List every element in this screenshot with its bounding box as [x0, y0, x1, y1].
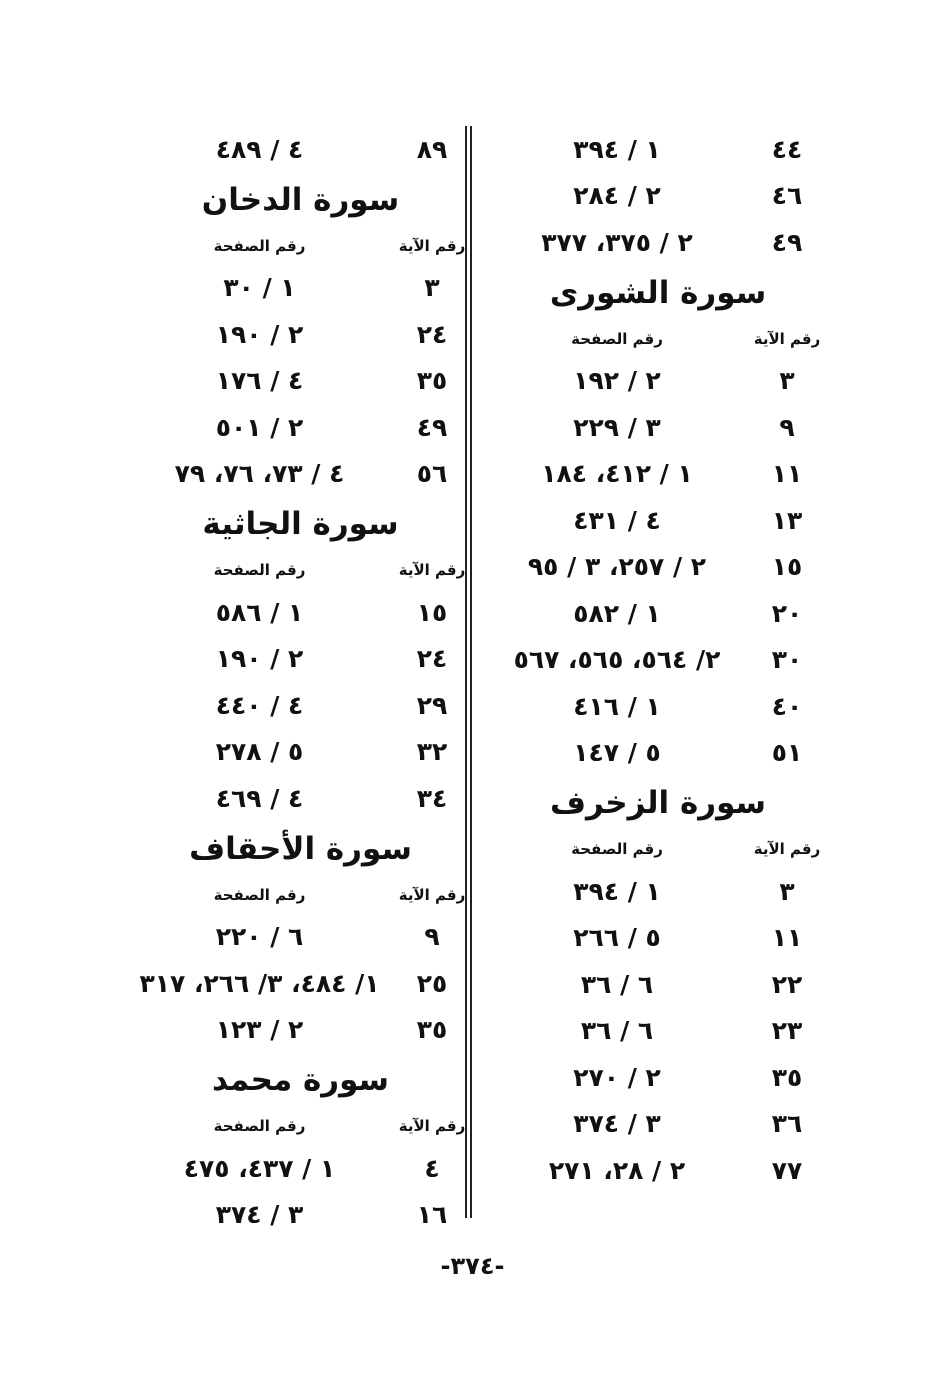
verse-number-header: رقم الآية	[398, 885, 466, 904]
verse-number: ٤	[424, 1153, 440, 1183]
verse-number: ٤٤	[771, 134, 803, 164]
page-reference: ٦ / ٢٢٠	[215, 922, 304, 952]
index-row	[128, 1007, 473, 1054]
verse-number: ٢٤	[416, 644, 448, 674]
page-reference: ٢ / ١٩٠	[215, 644, 304, 674]
index-row	[488, 961, 828, 1008]
index-row	[488, 868, 828, 915]
verse-number: ٣٤	[416, 783, 448, 813]
verse-number: ٢٥	[416, 968, 448, 998]
page-reference: ٢ / ٢٧٠	[573, 1062, 661, 1092]
page-reference: ١ / ٥٨٢	[573, 598, 661, 628]
page-number-header: رقم الصفحة	[213, 236, 306, 255]
column-header	[128, 876, 473, 914]
page-reference: ٢ / ٢٥٧، ٣ / ٩٥	[527, 552, 707, 582]
page-reference: ٤ / ٤٦٩	[215, 783, 304, 813]
verse-number: ٢٩	[416, 690, 448, 720]
column-header	[128, 227, 473, 265]
page-reference: ١ / ٤١٢، ١٨٤	[541, 459, 693, 489]
verse-number-header: رقم الآية	[398, 561, 466, 579]
page-reference: ٢ / ١٩٢	[573, 366, 661, 396]
index-row	[488, 1101, 828, 1148]
verse-number: ٧٧	[771, 1155, 803, 1185]
page-number: -٣٧٤-	[440, 1252, 505, 1280]
verse-number: ٣	[779, 876, 795, 906]
verse-number: ٩	[424, 922, 440, 952]
index-row	[488, 637, 828, 684]
verse-number: ٣٦	[771, 1109, 803, 1139]
index-row	[128, 1192, 473, 1239]
verse-number: ١٥	[416, 597, 448, 627]
page-reference: ٤ / ٧٣، ٧٦، ٧٩	[174, 459, 345, 489]
surah-title: سورة الدخان	[201, 181, 400, 218]
page-reference: ٢ / ٢٨، ٢٧١	[548, 1155, 686, 1185]
page-reference: ٤ / ٤٤٠	[215, 690, 304, 720]
page-reference: ٢ / ١٩٠	[215, 319, 304, 349]
verse-number: ٣٥	[416, 366, 448, 396]
index-row	[488, 404, 828, 451]
page-reference: ٢ / ٢٨٤	[573, 181, 661, 211]
index-row	[128, 265, 473, 312]
verse-number: ١١	[771, 459, 803, 489]
verse-number: ٤٩	[771, 227, 803, 257]
page-reference: ٢ / ٥٠١	[215, 412, 304, 442]
index-row	[128, 775, 473, 822]
page-reference: ٣ / ٣٧٤	[573, 1109, 661, 1139]
index-row	[488, 730, 828, 777]
index-row	[128, 404, 473, 451]
page-number-header: رقم الصفحة	[571, 329, 663, 348]
index-row	[488, 451, 828, 498]
page-reference: ١/ ٤٨٤، ٣/ ٢٦٦، ٣١٧	[139, 968, 380, 998]
verse-number: ١٦	[416, 1200, 448, 1230]
verse-number-header: رقم الآية	[398, 1117, 466, 1135]
verse-number: ٨٩	[416, 134, 448, 164]
page-reference: ١ / ٣٩٤	[573, 134, 661, 164]
page-reference: ٦ / ٣٦	[580, 969, 654, 999]
verse-number: ٩	[779, 412, 795, 442]
verse-number: ٢٣	[771, 1016, 803, 1046]
column-divider	[465, 126, 467, 1218]
surah-title: سورة محمد	[211, 1062, 390, 1098]
index-row	[488, 126, 828, 173]
page-reference: ٥ / ٢٦٦	[573, 923, 661, 953]
index-row	[128, 960, 473, 1007]
surah-title: سورة الأحقاف	[189, 830, 412, 867]
verse-number: ٥٦	[416, 459, 448, 489]
verse-number: ٥١	[771, 738, 803, 768]
page-reference: ١ / ٣٩٤	[573, 876, 661, 906]
page-reference: ٢ / ٣٧٥، ٣٧٧	[541, 227, 693, 257]
page-reference: ٤ / ١٧٦	[215, 366, 304, 396]
page-reference: ٦ / ٣٦	[580, 1016, 654, 1046]
page-reference: ١ / ٤٣٧، ٤٧٥	[183, 1153, 336, 1183]
index-row	[488, 590, 828, 637]
surah-title: سورة الشورى	[549, 274, 767, 311]
verse-number: ١٥	[771, 552, 803, 582]
column-divider	[470, 126, 472, 1218]
verse-number: ٣٠	[771, 645, 803, 675]
verse-number: ٣٢	[416, 737, 448, 767]
column-header	[488, 320, 828, 358]
verse-number: ٣٥	[416, 1015, 448, 1045]
page-reference: ٤ / ٤٣١	[573, 505, 661, 535]
page-number-header: رقم الصفحة	[571, 840, 663, 858]
verse-number: ٢٠	[771, 598, 803, 628]
index-row	[488, 915, 828, 962]
index-row	[128, 126, 473, 173]
index-row	[128, 914, 473, 961]
page-reference: ٢/ ٥٦٤، ٥٦٥، ٥٦٧	[513, 645, 721, 675]
left-column	[128, 126, 473, 1238]
page-number-header: رقم الصفحة	[213, 1117, 306, 1135]
verse-number: ٣	[424, 273, 440, 303]
column-header	[488, 830, 828, 868]
index-row	[488, 1147, 828, 1194]
index-row	[128, 358, 473, 405]
page-reference: ٢ / ١٢٣	[215, 1015, 304, 1045]
verse-number-header: رقم الآية	[753, 329, 821, 348]
surah-title: سورة الجاثية	[202, 506, 399, 542]
page-reference: ٤ / ٤٨٩	[215, 134, 304, 164]
page-reference: ٣ / ٣٧٤	[215, 1200, 304, 1230]
page-number-header: رقم الصفحة	[213, 561, 306, 579]
index-row	[128, 1145, 473, 1192]
column-header	[128, 1107, 473, 1145]
page-number-header: رقم الصفحة	[213, 885, 306, 904]
index-row	[128, 729, 473, 776]
verse-number: ٢٤	[416, 319, 448, 349]
page-reference: ١ / ٣٠	[223, 273, 296, 303]
index-row	[488, 358, 828, 405]
column-header	[128, 551, 473, 589]
verse-number: ١٣	[771, 505, 803, 535]
index-row	[488, 544, 828, 591]
verse-number: ٢٢	[771, 969, 803, 999]
index-row	[488, 497, 828, 544]
index-row	[128, 636, 473, 683]
index-row	[488, 683, 828, 730]
page-reference: ١ / ٤١٦	[573, 691, 661, 721]
page-reference: ٥ / ١٤٧	[573, 738, 661, 768]
verse-number: ٣٥	[771, 1062, 803, 1092]
verse-number: ٤٠	[771, 691, 803, 721]
index-row	[128, 311, 473, 358]
index-row	[488, 1008, 828, 1055]
verse-number-header: رقم الآية	[398, 236, 466, 255]
index-row	[128, 589, 473, 636]
index-row	[128, 451, 473, 498]
index-row	[488, 173, 828, 220]
verse-number: ٤٩	[416, 412, 448, 442]
index-row	[488, 1054, 828, 1101]
verse-number: ٤٦	[771, 181, 803, 211]
verse-number: ١١	[771, 923, 803, 953]
verse-number-header: رقم الآية	[753, 840, 821, 858]
verse-number: ٣	[779, 366, 795, 396]
page-reference: ٣ / ٢٢٩	[573, 412, 661, 442]
page-reference: ٥ / ٢٧٨	[215, 737, 304, 767]
index-row	[488, 219, 828, 266]
page-reference: ١ / ٥٨٦	[215, 597, 304, 627]
index-row	[128, 682, 473, 729]
surah-title: سورة الزخرف	[549, 785, 767, 821]
right-column	[488, 126, 828, 1194]
